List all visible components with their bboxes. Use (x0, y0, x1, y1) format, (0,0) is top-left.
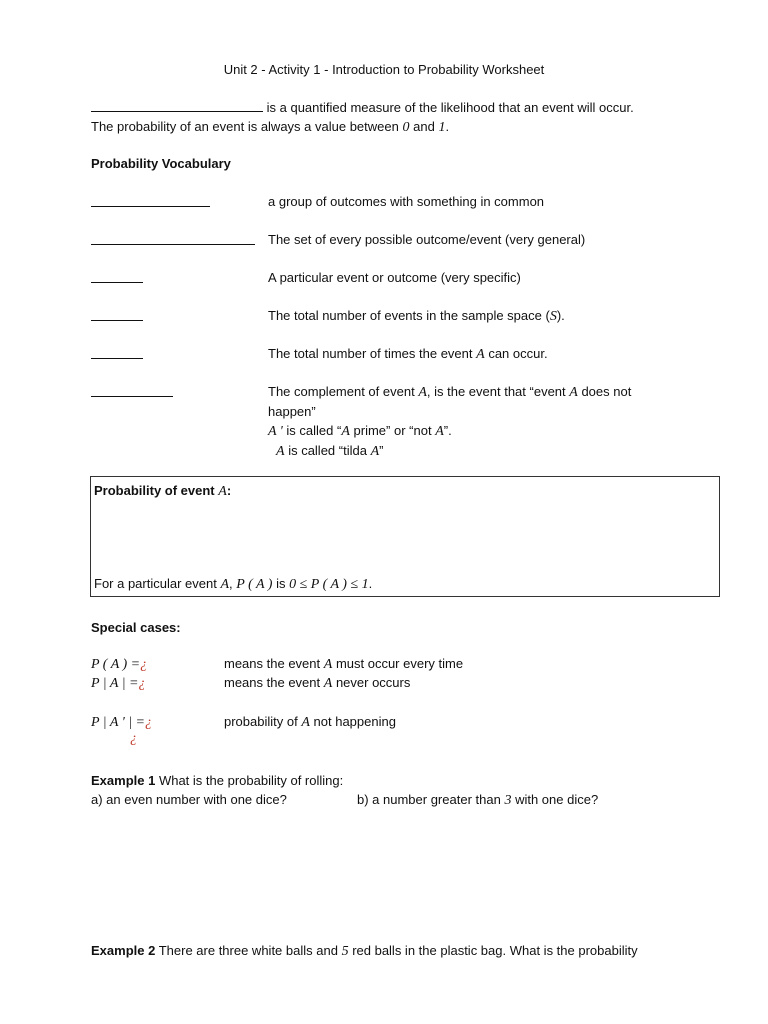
example-text: with one dice? (515, 792, 599, 807)
math-expression: P ( A ) (236, 577, 273, 592)
math-var: A (476, 347, 485, 362)
example-1-part-a: a) an even number with one dice? (91, 792, 287, 807)
math-number: 3 (504, 793, 512, 808)
math-placeholder: ¿ (138, 676, 146, 691)
example-1-part-b (357, 790, 598, 810)
example-text: red balls in the plastic bag. What is the probability (352, 943, 638, 958)
math-placeholder: ¿ (144, 715, 152, 730)
def-text: does not (581, 384, 632, 399)
special-cases-heading: Special cases: (91, 620, 181, 635)
def-text: is called “tilda (288, 443, 367, 458)
def-text: The total number of events in the sample space ( (268, 308, 550, 323)
example-1 (91, 771, 343, 790)
math-var: A (341, 424, 350, 439)
math-var: A (218, 484, 227, 499)
def-line-4 (268, 441, 688, 461)
vocab-definition (268, 382, 688, 461)
example-label: Example 1 (91, 773, 156, 788)
vocab-definition (268, 344, 688, 364)
case-text: never occurs (335, 675, 411, 690)
math-var: A (301, 715, 310, 730)
worksheet-title: Unit 2 - Activity 1 - Introduction to Probability Worksheet (223, 62, 545, 77)
case-text: not happening (313, 714, 396, 729)
math-expression: P ( A ) = (91, 657, 141, 672)
vocab-definition: A particular event or outcome (very specific) (268, 270, 521, 285)
intro-line-1 (91, 97, 731, 117)
case-lhs (91, 673, 146, 693)
vocab-heading: Probability Vocabulary (91, 156, 231, 171)
math-zero: 0 (402, 120, 410, 135)
math-var: A (569, 385, 578, 400)
box-footer-period: . (368, 576, 373, 591)
vocab-definition (268, 306, 688, 326)
intro-text-2: The probability of an event is always a value between (91, 119, 399, 134)
intro-line-2 (91, 117, 731, 137)
case-text: probability of (224, 714, 298, 729)
example-label: Example 2 (91, 943, 156, 958)
box-heading-text: Probability of event (94, 483, 215, 498)
math-expression: P | A ' | = (91, 715, 145, 730)
answer-blank[interactable] (91, 382, 173, 397)
math-var: A ' (268, 424, 283, 439)
def-text: prime” or “not (353, 423, 432, 438)
box-heading-colon: : (226, 483, 232, 498)
example-1-header (91, 771, 343, 790)
box-footer (94, 574, 372, 594)
math-placeholder: ¿ (130, 731, 137, 746)
answer-blank[interactable] (91, 306, 143, 321)
intro-text: is a quantified measure of the likelihood that an event will occur. (266, 100, 634, 115)
box-footer-is: is (276, 576, 286, 591)
def-text: ” (379, 443, 384, 458)
example-text: There are three white balls and (158, 943, 338, 958)
intro-and: and (413, 119, 435, 134)
case-text: must occur every time (335, 656, 464, 671)
probability-definition-box (90, 476, 720, 597)
math-var: A (418, 385, 427, 400)
answer-blank[interactable] (91, 230, 255, 245)
math-placeholder: ¿ (140, 657, 148, 672)
box-heading (94, 481, 231, 501)
math-var: A (435, 424, 444, 439)
vocab-definition: a group of outcomes with something in common (268, 194, 545, 209)
def-text: ”. (443, 423, 452, 438)
case-rhs (224, 673, 410, 693)
example-2 (91, 941, 638, 961)
def-text: , is the event that “event (426, 384, 566, 399)
example-text: b) a number greater than (357, 792, 501, 807)
def-text: can occur. (488, 346, 548, 361)
def-text: ). (556, 308, 565, 323)
math-var: A (323, 676, 333, 691)
case-rhs (224, 712, 396, 732)
case-lhs (91, 712, 152, 732)
box-footer-comma: , (229, 576, 233, 591)
def-text: The total number of times the event (268, 346, 473, 361)
def-line-1 (268, 382, 688, 402)
case-text: means the event (224, 656, 321, 671)
case-rhs (224, 654, 463, 674)
intro-paragraph (91, 97, 731, 137)
math-expression: P | A | = (91, 676, 139, 691)
math-one: 1 (438, 120, 446, 135)
math-var: A (323, 657, 333, 672)
example-question: What is the probability of rolling: (158, 773, 344, 788)
vocab-definition: The set of every possible outcome/event (very general) (268, 232, 586, 247)
math-var: S (549, 309, 557, 324)
def-line-3 (268, 421, 688, 441)
def-text: is called “ (286, 423, 342, 438)
math-var: A (276, 444, 285, 459)
intro-period: . (445, 119, 450, 134)
case-lhs (91, 654, 147, 674)
box-footer-text: For a particular event (94, 576, 217, 591)
math-inequality: 0 ≤ P ( A ) ≤ 1 (289, 577, 369, 592)
answer-blank[interactable] (91, 268, 143, 283)
math-var: A (370, 444, 380, 459)
answer-blank[interactable] (91, 344, 143, 359)
def-text: The complement of event (268, 384, 415, 399)
math-var: A (220, 577, 230, 592)
case-text: means the event (224, 675, 321, 690)
answer-blank[interactable] (91, 97, 263, 112)
def-line-2: happen” (268, 404, 316, 419)
answer-blank[interactable] (91, 192, 210, 207)
math-number: 5 (341, 944, 349, 959)
